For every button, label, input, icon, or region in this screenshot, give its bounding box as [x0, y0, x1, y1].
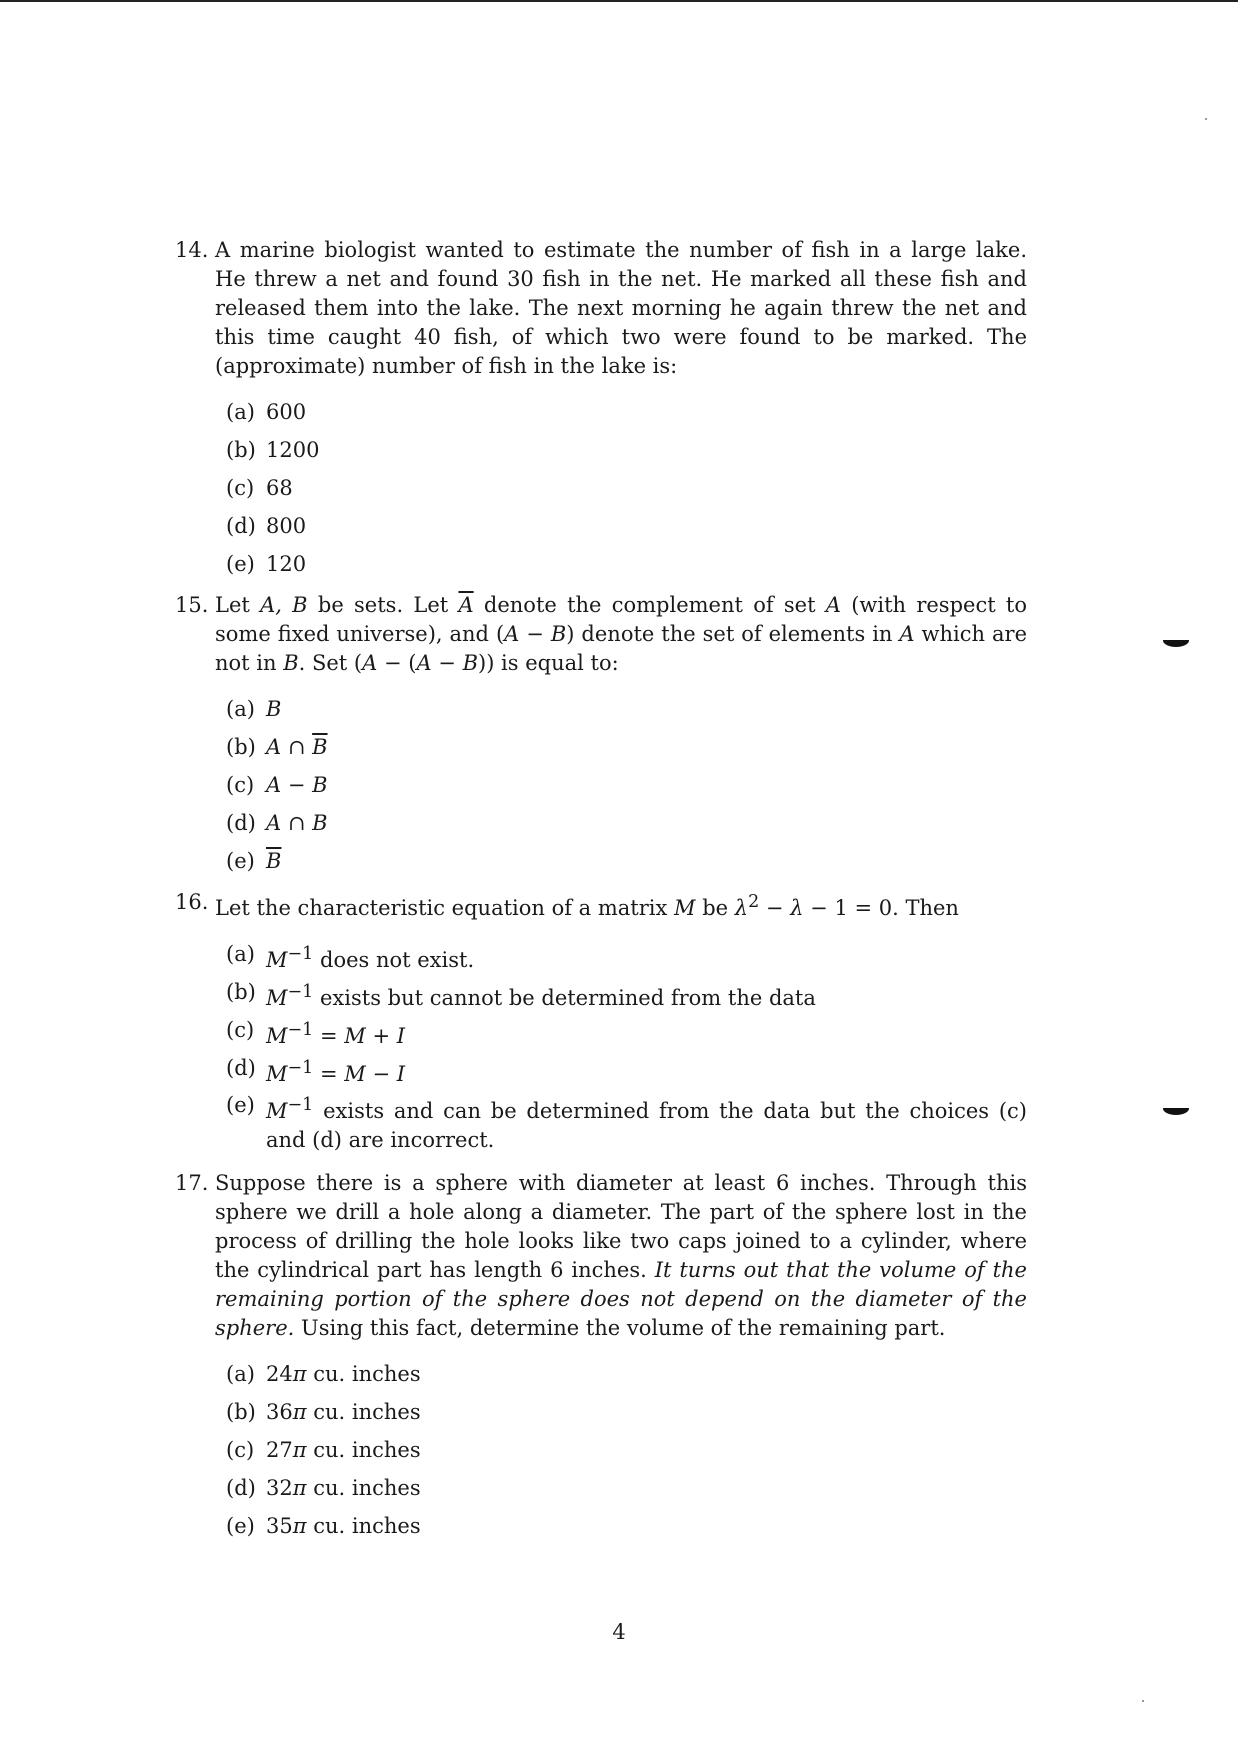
choice-label: (c) — [226, 476, 255, 500]
question-number: 14. — [175, 238, 209, 262]
choice-text: 1200 — [266, 438, 320, 462]
choice-label: (a) — [226, 697, 255, 721]
choice-label: (c) — [226, 1438, 255, 1462]
choice-label: (b) — [226, 438, 256, 462]
choice-c: (c) 27π cu. inches — [226, 1431, 1027, 1469]
choice-a — [226, 393, 1027, 431]
choice-c — [226, 469, 1027, 507]
question-text: Let the characteristic equation of a matrix M be $\lambda^2 - \lambda - 1 = 0$. Then — [215, 892, 959, 920]
question-number: 15. — [175, 593, 209, 617]
choice-e: (e) $M^{-1}$ exists and can be determined from the data but the choices (c) and (d) are incorrect. — [226, 1093, 1027, 1152]
choice-label: (a) — [226, 1362, 255, 1386]
choice-d — [226, 507, 1027, 545]
complement-a: $\overline{A}$ — [458, 593, 474, 617]
choice-label: (c) — [226, 1018, 255, 1042]
binder-hole-mark — [1163, 1108, 1189, 1115]
choice-c: (c) $M^{-1} = M + I$ — [226, 1011, 1027, 1049]
choice-b: (b) A ∩ $\overline{B}$ — [226, 728, 1027, 766]
question-text: A marine biologist wanted to estimate the number of fish in a large lake. He threw a net and found 30 fish in the net. He marked all these fish and released them into the lake. The next morning he again threw the net and this time caught 40 fish, of which two were found to be marked. The (approximate) number of fish in the lake is: — [215, 238, 1027, 378]
choice-a: (a) $M^{-1}$ does not exist. — [226, 935, 1027, 973]
choice-label: (d) — [226, 514, 256, 538]
complement-b: $\overline{B}$ — [266, 849, 282, 873]
choice-d: (d) 32π cu. inches — [226, 1469, 1027, 1507]
choice-list — [215, 690, 1027, 880]
exam-page — [175, 236, 1027, 1545]
choice-list — [215, 935, 1027, 1155]
choice-text: 68 — [266, 476, 293, 500]
choice-label: (d) — [226, 811, 256, 835]
question-14 — [175, 236, 1027, 583]
choice-text: 120 — [266, 552, 307, 576]
choice-e — [226, 842, 1027, 880]
choice-b: (b) $M^{-1}$ exists but cannot be determined from the data — [226, 973, 1027, 1011]
choice-e — [226, 545, 1027, 583]
choice-label: (e) — [226, 849, 255, 873]
question-text: Suppose there is a sphere with diameter at least 6 inches. Through this sphere we drill a hole along a diameter. The part of the sphere lost in the process of drilling the hole looks like two caps joined to a cylinder, where the cylindrical part has length 6 inches. It turns out that the volume of the remaining portion of the sphere does not depend on the diameter of the sphere. Using this fact, determine the volume of the remaining part. — [215, 1171, 1027, 1340]
choice-label: (b) — [226, 980, 256, 1004]
choice-b: (b) 36π cu. inches — [226, 1393, 1027, 1431]
choice-label: (b) — [226, 1400, 256, 1424]
choice-label: (e) — [226, 1514, 255, 1538]
choice-d: (d) A ∩ B — [226, 804, 1027, 842]
choice-b — [226, 431, 1027, 469]
choice-label: (b) — [226, 735, 256, 759]
complement-b: $\overline{B}$ — [312, 735, 328, 759]
question-text: Let A, B be sets. Let $\overline{A}$ denote the complement of set A (with respect to some fixed universe), and (A − B) denote the set of elements in A which are not in B. Set (A − (A − B)) is equal to: — [215, 593, 1028, 675]
choice-text: B — [266, 697, 282, 721]
choice-text: 800 — [266, 514, 307, 538]
question-15 — [175, 591, 1027, 880]
choice-e: (e) 35π cu. inches — [226, 1507, 1027, 1545]
binder-hole-mark — [1163, 640, 1189, 647]
choice-label: (d) — [226, 1476, 256, 1500]
question-17 — [175, 1169, 1027, 1545]
choice-label: (e) — [226, 552, 255, 576]
choice-label: (d) — [226, 1056, 256, 1080]
scan-speck — [1142, 1700, 1144, 1702]
choice-d: (d) $M^{-1} = M - I$ — [226, 1049, 1027, 1087]
choice-c: (c) A − B — [226, 766, 1027, 804]
scan-speck — [1205, 118, 1207, 120]
page-number: 4 — [612, 1620, 626, 1644]
choice-list — [215, 1355, 1027, 1545]
choice-list — [215, 393, 1027, 583]
choice-label: (a) — [226, 400, 255, 424]
top-scan-edge — [0, 0, 1238, 2]
question-16 — [175, 888, 1027, 1155]
question-number: 16. — [175, 890, 209, 914]
choice-label: (a) — [226, 942, 255, 966]
choice-a: (a) 24π cu. inches — [226, 1355, 1027, 1393]
choice-label: (e) — [226, 1093, 255, 1117]
choice-label: (c) — [226, 773, 255, 797]
choice-a — [226, 690, 1027, 728]
question-number: 17. — [175, 1171, 209, 1195]
choice-text: 600 — [266, 400, 307, 424]
